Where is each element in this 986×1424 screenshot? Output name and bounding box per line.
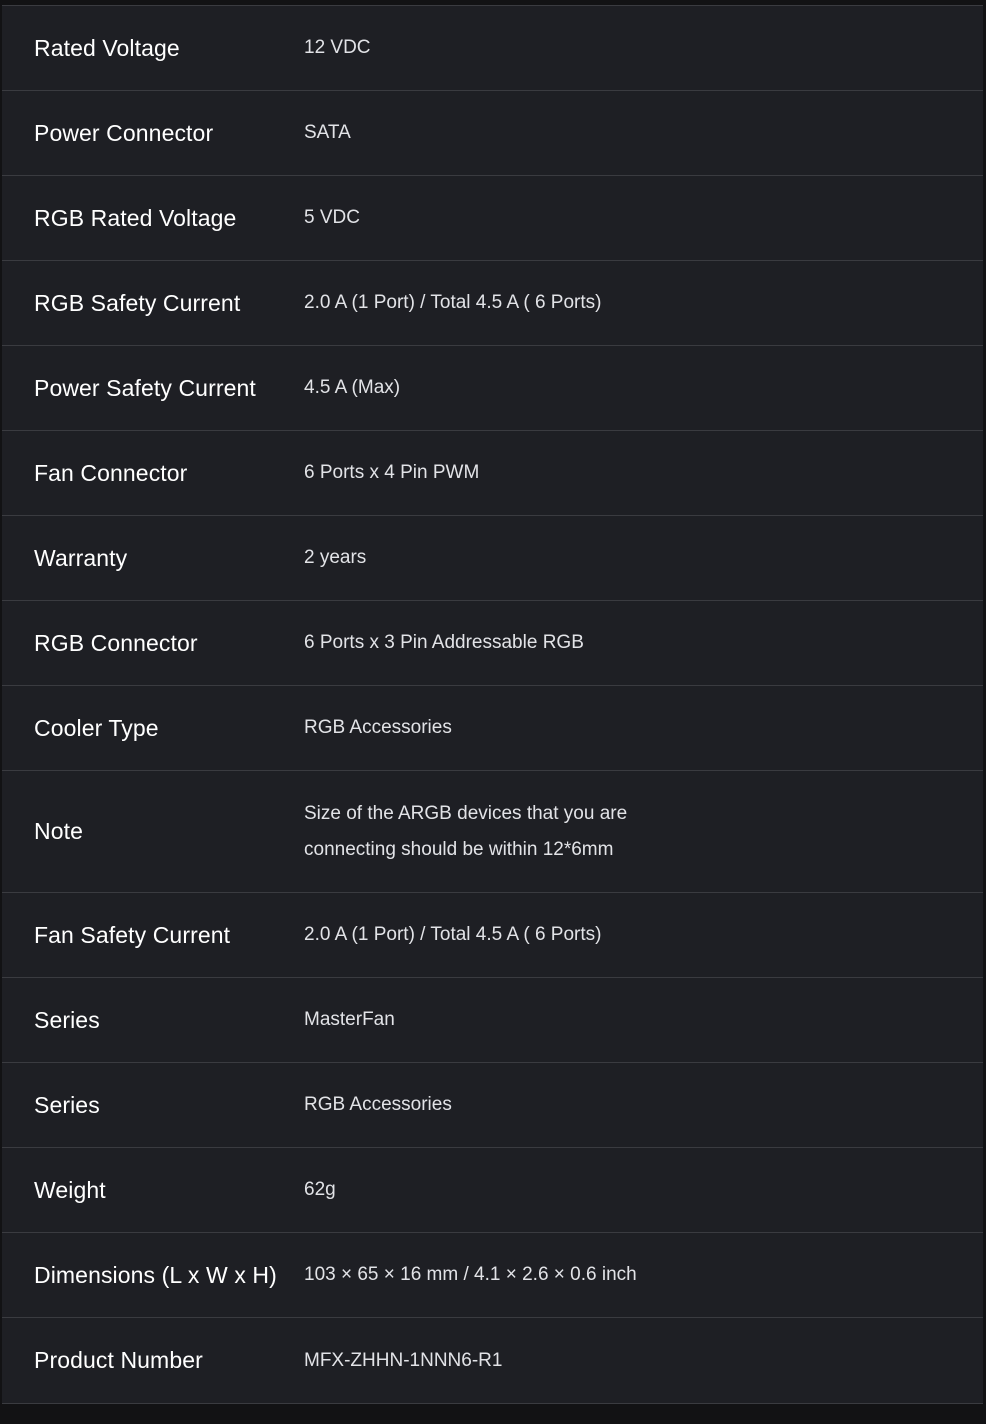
spec-row-series <box>2 978 983 1063</box>
spec-row-rgb-connector <box>2 601 983 686</box>
spec-label: RGB Safety Current <box>34 289 241 316</box>
spec-label: Rated Voltage <box>34 34 180 61</box>
spec-label: Weight <box>34 1176 106 1203</box>
spec-value: MFX-ZHHN-1NNN6-R1 <box>304 1349 503 1371</box>
spec-label: Power Connector <box>34 119 214 146</box>
spec-row-fan-connector <box>2 431 983 516</box>
spec-value: 2.0 A (1 Port) / Total 4.5 A ( 6 Ports) <box>304 292 602 313</box>
spec-row-warranty <box>2 516 983 601</box>
spec-row-dimensions <box>2 1233 983 1318</box>
spec-value: 2.0 A (1 Port) / Total 4.5 A ( 6 Ports) <box>304 924 602 945</box>
spec-value: RGB Accessories <box>304 717 452 738</box>
spec-row-series-2 <box>2 1063 983 1148</box>
spec-label: RGB Connector <box>34 629 198 656</box>
spec-row-cooler-type <box>2 686 983 771</box>
spec-value: 6 Ports x 4 Pin PWM <box>304 462 480 483</box>
spec-label: Warranty <box>34 544 128 571</box>
spec-value: SATA <box>304 122 351 143</box>
spec-value: 62g <box>304 1179 336 1200</box>
spec-value: 4.5 A (Max) <box>304 377 401 398</box>
spec-value: RGB Accessories <box>304 1094 452 1115</box>
spec-label: Fan Safety Current <box>34 921 231 948</box>
spec-label: Fan Connector <box>34 459 188 486</box>
spec-value: 12 VDC <box>304 37 371 58</box>
spec-label: Series <box>34 1091 100 1118</box>
spec-row-rgb-safety-current <box>2 261 983 346</box>
spec-value: 2 years <box>304 547 367 568</box>
spec-label: Series <box>34 1006 100 1033</box>
spec-label: Dimensions (L x W x H) <box>34 1261 277 1288</box>
spec-row-rated-voltage <box>2 6 983 91</box>
spec-row-rgb-rated-voltage <box>2 176 983 261</box>
spec-row-power-safety-current <box>2 346 983 431</box>
spec-label: Power Safety Current <box>34 374 256 401</box>
spec-table <box>2 5 983 1404</box>
note-line-2: connecting should be within 12*6mm <box>304 838 614 860</box>
spec-label: Cooler Type <box>34 714 159 741</box>
spec-row-fan-safety-current <box>2 893 983 978</box>
spec-label: Product Number <box>34 1347 203 1373</box>
spec-value: 6 Ports x 3 Pin Addressable RGB <box>304 632 584 653</box>
spec-value: 5 VDC <box>304 207 360 228</box>
spec-row-weight <box>2 1148 983 1233</box>
spec-value: MasterFan <box>304 1009 395 1030</box>
spec-row-note <box>2 771 983 893</box>
spec-label: RGB Rated Voltage <box>34 204 237 231</box>
spec-value: 103 × 65 × 16 mm / 4.1 × 2.6 × 0.6 inch <box>304 1264 637 1285</box>
spec-row-power-connector <box>2 91 983 176</box>
spec-value <box>304 796 983 868</box>
note-line-1: Size of the ARGB devices that you are <box>304 802 628 824</box>
spec-row-product-number <box>2 1318 983 1403</box>
spec-label: Note <box>34 818 83 844</box>
